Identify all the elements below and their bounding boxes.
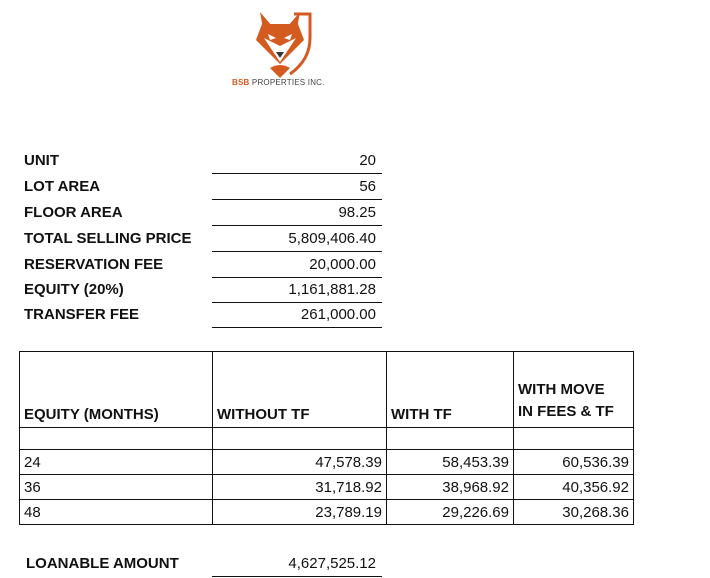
underline: [212, 173, 382, 174]
column-header: WITHOUT TF: [213, 352, 387, 428]
underline: [212, 251, 382, 252]
table-cell: 47,578.39: [213, 450, 387, 475]
detail-label-transfer-fee: TRANSFER FEE: [24, 306, 140, 323]
detail-label-lot-area: LOT AREA: [24, 178, 101, 195]
underline: [212, 302, 382, 303]
column-header: EQUITY (MONTHS): [20, 352, 213, 428]
equity-table: [19, 351, 634, 525]
table-row: [20, 500, 634, 525]
table-cell: 60,536.39: [514, 450, 634, 475]
table-cell: 31,718.92: [213, 475, 387, 500]
table-cell: [387, 428, 514, 450]
column-header-line-2: IN FEES & TF: [518, 403, 614, 420]
fox-logo: [250, 4, 322, 80]
table-cell: 40,356.92: [514, 475, 634, 500]
underline: [212, 277, 382, 278]
table-cell: 36: [20, 475, 213, 500]
table-header-row: [20, 352, 634, 428]
table-cell: [514, 428, 634, 450]
column-header: [514, 352, 634, 428]
underline: [212, 576, 382, 577]
company-name: BSB PROPERTIES INC.: [232, 78, 325, 87]
detail-label-equity: EQUITY (20%): [24, 281, 124, 298]
table-row: [20, 475, 634, 500]
table-cell: [20, 428, 213, 450]
column-header-line-1: WITH MOVE: [518, 381, 605, 398]
table-cell: 29,226.69: [387, 500, 514, 525]
table-cell: 23,789.19: [213, 500, 387, 525]
table-cell: 38,968.92: [387, 475, 514, 500]
loanable-amount-value: 4,627,525.12: [288, 555, 376, 572]
underline: [212, 225, 382, 226]
table-cell: 24: [20, 450, 213, 475]
table-cell: 58,453.39: [387, 450, 514, 475]
detail-value-reservation-fee: 20,000.00: [309, 256, 376, 273]
underline: [212, 199, 382, 200]
table-cell: [213, 428, 387, 450]
column-header: WITH TF: [387, 352, 514, 428]
detail-label-total-selling-price: TOTAL SELLING PRICE: [24, 230, 192, 247]
detail-label-unit: UNIT: [24, 152, 59, 169]
detail-label-reservation-fee: RESERVATION FEE: [24, 256, 164, 273]
detail-value-transfer-fee: 261,000.00: [300, 306, 376, 323]
underline: [212, 327, 382, 328]
detail-value-floor-area: 98.25: [338, 204, 376, 221]
table-cell: 48: [20, 500, 213, 525]
detail-value-unit: 20: [359, 152, 376, 169]
table-row: [20, 450, 634, 475]
table-row: [20, 428, 634, 450]
table-cell: 30,268.36: [514, 500, 634, 525]
detail-value-total-selling-price: 5,809,406.40: [288, 230, 376, 247]
loanable-amount-label: LOANABLE AMOUNT: [26, 555, 179, 572]
detail-label-floor-area: FLOOR AREA: [24, 204, 123, 221]
detail-value-equity: 1,161,881.28: [288, 281, 376, 298]
detail-value-lot-area: 56: [359, 178, 376, 195]
